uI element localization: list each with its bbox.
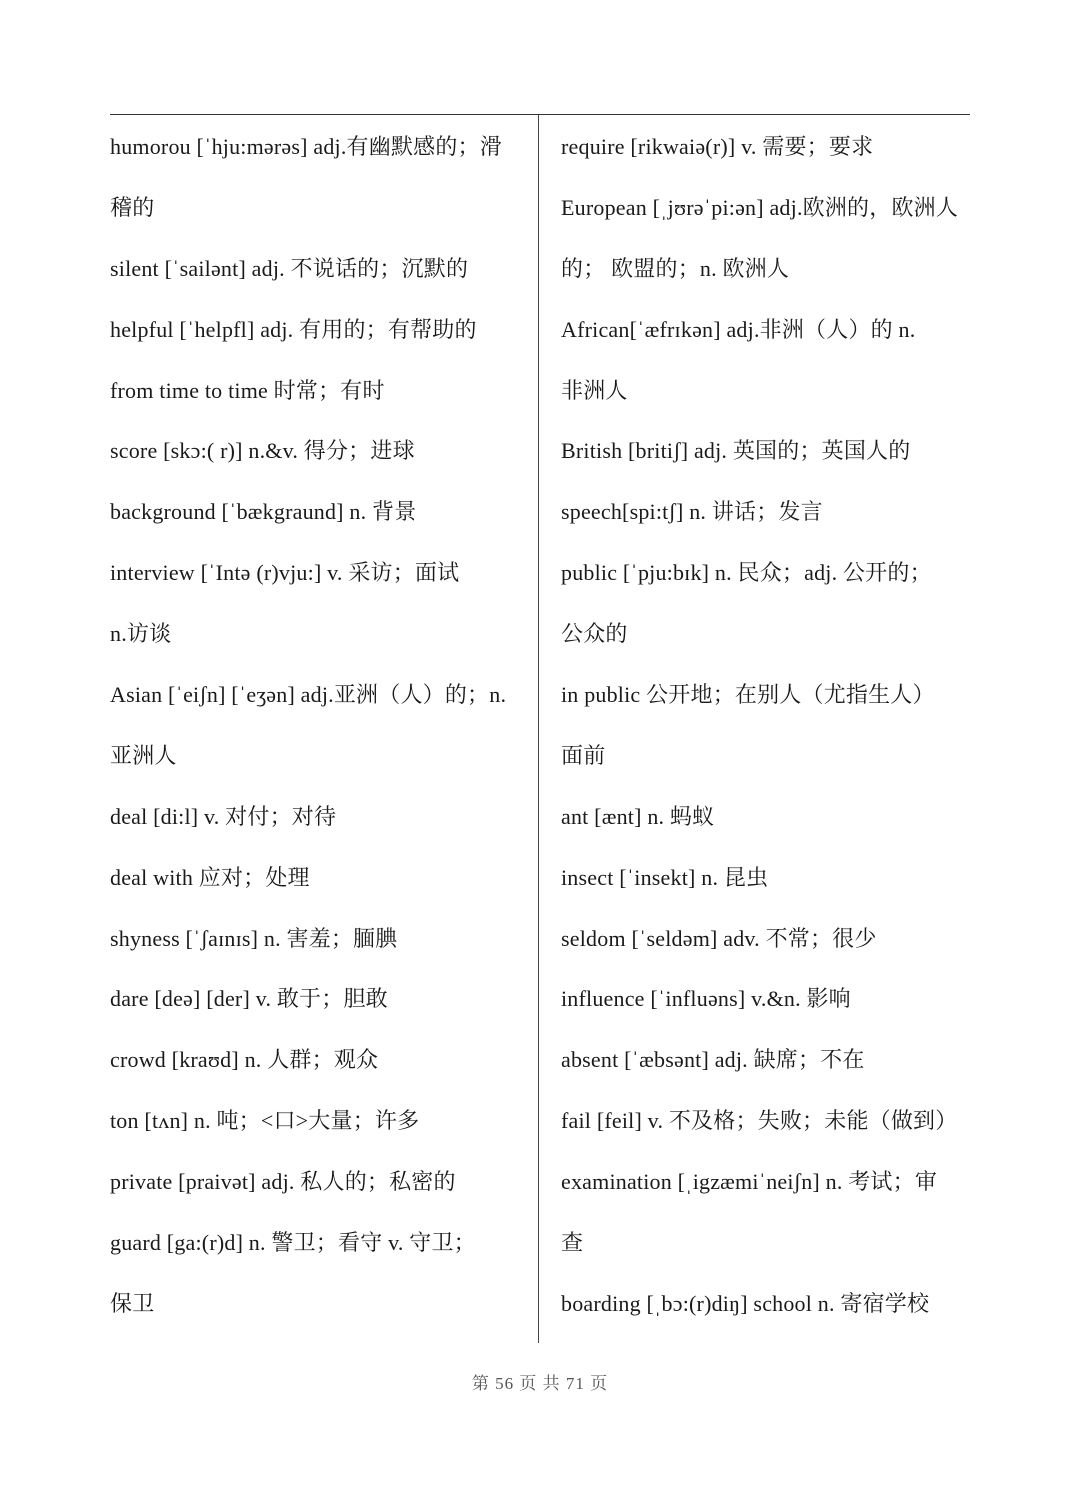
vocab-line: dare [deə] [der] v. 敢于；胆敢: [110, 986, 388, 1012]
vocab-line: seldom [ˈseldəm] adv. 不常；很少: [561, 925, 877, 951]
vocab-line: require [rikwaiə(r)] v. 需要；要求: [561, 134, 874, 159]
vocab-line: ton [tʌn] n. 吨；<口>大量；许多: [110, 1108, 420, 1134]
vocab-line: 保卫: [110, 1290, 155, 1316]
vocab-line: background [ˈbækgraund] n. 背景: [110, 499, 417, 525]
right-vocab-column: [561, 117, 973, 1335]
vocab-line: European [ˌjʊrəˈpi:ən] adj.欧洲的，欧洲人: [561, 194, 959, 220]
vocab-line: deal with 应对；处理: [110, 864, 310, 890]
vocab-line: public [ˈpju:bɪk] n. 民众；adj. 公开的；: [561, 560, 932, 586]
left-vocab-column: [110, 117, 532, 1335]
vocab-line: 面前: [561, 742, 606, 768]
vocab-line: speech[spi:tʃ] n. 讲话；发言: [561, 499, 823, 525]
vocab-line: helpful [ˈhelpfl] adj. 有用的；有帮助的: [110, 316, 477, 342]
vocab-line: 稽的: [110, 194, 155, 220]
vocab-line: ant [ænt] n. 蚂蚁: [561, 803, 715, 829]
vocab-line: shyness [ˈʃaɪnɪs] n. 害羞；腼腆: [110, 925, 398, 951]
vocab-line: from time to time 时常；有时: [110, 377, 385, 403]
vocab-line: influence [ˈinfluəns] v.&n. 影响: [561, 986, 851, 1012]
header-rule: [110, 114, 970, 115]
page-number: 第 56 页 共 71 页: [471, 1374, 609, 1393]
vocab-line: n.访谈: [110, 621, 172, 647]
vocab-line: 公众的: [561, 621, 628, 647]
vocab-line: fail [feil] v. 不及格；失败；未能（做到）: [561, 1108, 958, 1134]
vocab-line: boarding [ˌbɔ:(r)diŋ] school n. 寄宿学校: [561, 1290, 930, 1316]
vocab-line: deal [di:l] v. 对付；对待: [110, 803, 337, 829]
vocab-line: interview [ˈIntə (r)vju:] v. 采访；面试: [110, 560, 460, 586]
vocab-line: 查: [561, 1230, 584, 1256]
vocab-line: humorou [ˈhju:mərəs] adj.有幽默感的；滑: [110, 134, 502, 159]
vocab-line: silent [ˈsailənt] adj. 不说话的；沉默的: [110, 255, 469, 281]
vocab-line: guard [ga:(r)d] n. 警卫；看守 v. 守卫；: [110, 1230, 476, 1256]
vocab-line: examination [ˌigzæmiˈneiʃn] n. 考试；审: [561, 1169, 938, 1195]
vocab-line: crowd [kraʊd] n. 人群；观众: [110, 1047, 379, 1073]
vocab-line: absent [ˈæbsənt] adj. 缺席；不在: [561, 1047, 865, 1073]
vocab-line: score [skɔ:( r)] n.&v. 得分；进球: [110, 438, 415, 464]
vocab-line: Asian [ˈeiʃn] [ˈeʒən] adj.亚洲（人）的；n.: [110, 682, 507, 708]
vocab-line: British [britiʃ] adj. 英国的；英国人的: [561, 438, 911, 464]
vocab-line: in public 公开地；在别人（尤指生人）: [561, 682, 935, 708]
vocab-line: 亚洲人: [110, 742, 177, 768]
column-divider: [538, 115, 539, 1343]
vocab-line: 的； 欧盟的；n. 欧洲人: [561, 255, 790, 281]
vocab-line: insect [ˈinsekt] n. 昆虫: [561, 864, 769, 890]
vocab-line: 非洲人: [561, 377, 628, 403]
vocab-line: private [praivət] adj. 私人的；私密的: [110, 1169, 456, 1195]
vocab-line: African[ˈæfrɪkən] adj.非洲（人）的 n.: [561, 316, 916, 342]
